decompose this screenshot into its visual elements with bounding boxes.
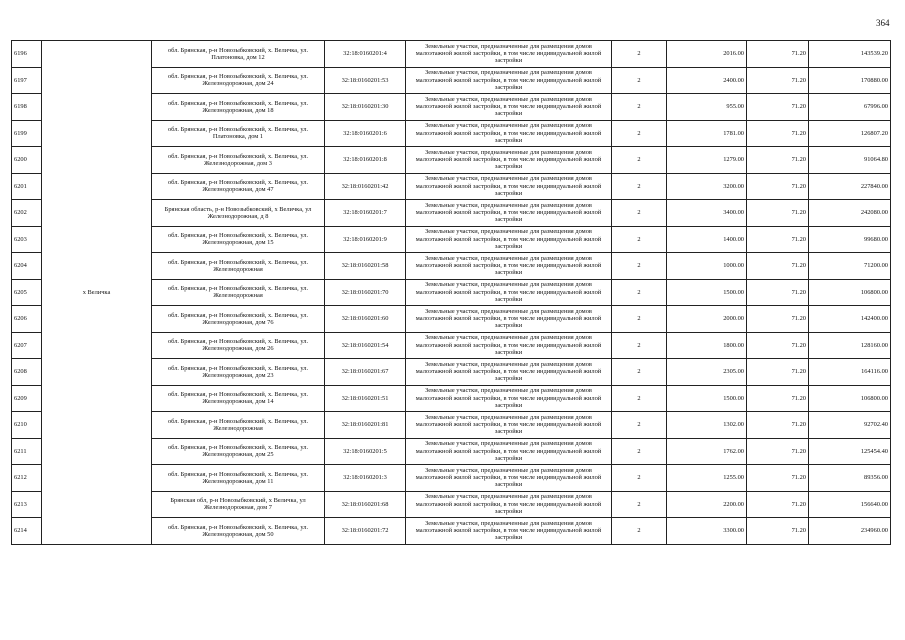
address-cell: обл. Брянская, р-н Новозыбковский, х. Величка, ул. Железнодорожная, дом 25 <box>152 438 325 465</box>
cadastral-value-cell: 143539.20 <box>809 41 891 68</box>
group-cell: 2 <box>612 173 667 200</box>
cadastral-number-cell: 32:18:0160201:9 <box>325 226 406 253</box>
land-category-cell: Земельные участки, предназначенные для размещения домов малоэтажной жилой застройки, в том числе индивидуальной жилой застройки <box>406 94 612 121</box>
address-cell: обл. Брянская, р-н Новозыбковский, х. Величка, ул. Железнодорожная <box>152 412 325 439</box>
land-category-cell: Земельные участки, предназначенные для размещения домов малоэтажной жилой застройки, в том числе индивидуальной жилой застройки <box>406 279 612 306</box>
cadastral-number-cell: 32:18:0160201:81 <box>325 412 406 439</box>
cadastral-rate-cell: 71.20 <box>747 306 809 333</box>
row-number: 6206 <box>12 306 42 333</box>
cadastral-rate-cell: 71.20 <box>747 465 809 492</box>
cadastral-rate-cell: 71.20 <box>747 412 809 439</box>
group-cell: 2 <box>612 491 667 518</box>
cadastral-number-cell: 32:18:0160201:3 <box>325 465 406 492</box>
land-category-cell: Земельные участки, предназначенные для размещения домов малоэтажной жилой застройки, в том числе индивидуальной жилой застройки <box>406 226 612 253</box>
row-number: 6196 <box>12 41 42 68</box>
row-number: 6209 <box>12 385 42 412</box>
cadastral-rate-cell: 71.20 <box>747 518 809 545</box>
address-cell: обл. Брянская, р-н Новозыбковский, х. Величка, ул. Железнодорожная, дом 23 <box>152 359 325 386</box>
land-category-cell: Земельные участки, предназначенные для размещения домов малоэтажной жилой застройки, в том числе индивидуальной жилой застройки <box>406 41 612 68</box>
land-category-cell: Земельные участки, предназначенные для размещения домов малоэтажной жилой застройки, в том числе индивидуальной жилой застройки <box>406 465 612 492</box>
group-cell: 2 <box>612 412 667 439</box>
address-cell: обл. Брянская, р-н Новозыбковский, х. Величка, ул. Железнодорожная, дом 18 <box>152 94 325 121</box>
area-cell: 1500.00 <box>667 279 747 306</box>
address-cell: обл. Брянская, р-н Новозыбковский, х. Величка, ул. Железнодорожная <box>152 253 325 280</box>
cadastral-number-cell: 32:18:0160201:51 <box>325 385 406 412</box>
cadastral-number-cell: 32:18:0160201:72 <box>325 518 406 545</box>
cadastral-value-cell: 67996.00 <box>809 94 891 121</box>
area-cell: 1302.00 <box>667 412 747 439</box>
group-cell: 2 <box>612 359 667 386</box>
cadastral-value-cell: 126807.20 <box>809 120 891 147</box>
cadastral-rate-cell: 71.20 <box>747 279 809 306</box>
cadastral-value-cell: 164116.00 <box>809 359 891 386</box>
land-registry-table <box>11 40 891 545</box>
land-category-cell: Земельные участки, предназначенные для размещения домов малоэтажной жилой застройки, в том числе индивидуальной жилой застройки <box>406 120 612 147</box>
locality-cell: х Величка <box>42 41 152 545</box>
area-cell: 1781.00 <box>667 120 747 147</box>
area-cell: 3300.00 <box>667 518 747 545</box>
cadastral-value-cell: 71200.00 <box>809 253 891 280</box>
cadastral-rate-cell: 71.20 <box>747 147 809 174</box>
group-cell: 2 <box>612 147 667 174</box>
land-category-cell: Земельные участки, предназначенные для размещения домов малоэтажной жилой застройки, в том числе индивидуальной жилой застройки <box>406 412 612 439</box>
address-cell: обл. Брянская, р-н Новозыбковский, х. Величка, ул. Платоновка, дом 1 <box>152 120 325 147</box>
area-cell: 1500.00 <box>667 385 747 412</box>
address-cell: обл. Брянская, р-н Новозыбковский, х. Величка, ул. Железнодорожная <box>152 279 325 306</box>
land-category-cell: Земельные участки, предназначенные для размещения домов малоэтажной жилой застройки, в том числе индивидуальной жилой застройки <box>406 385 612 412</box>
row-number: 6208 <box>12 359 42 386</box>
cadastral-value-cell: 128160.00 <box>809 332 891 359</box>
address-cell: обл. Брянская, р-н Новозыбковский, х. Величка, ул. Платоновка, дом 12 <box>152 41 325 68</box>
cadastral-rate-cell: 71.20 <box>747 173 809 200</box>
row-number: 6202 <box>12 200 42 227</box>
area-cell: 2200.00 <box>667 491 747 518</box>
group-cell: 2 <box>612 67 667 94</box>
cadastral-number-cell: 32:18:0160201:58 <box>325 253 406 280</box>
group-cell: 2 <box>612 279 667 306</box>
group-cell: 2 <box>612 385 667 412</box>
group-cell: 2 <box>612 120 667 147</box>
row-number: 6210 <box>12 412 42 439</box>
address-cell: обл. Брянская, р-н Новозыбковский, х. Величка, ул. Железнодорожная, дом 15 <box>152 226 325 253</box>
group-cell: 2 <box>612 253 667 280</box>
row-number: 6211 <box>12 438 42 465</box>
row-number: 6198 <box>12 94 42 121</box>
cadastral-rate-cell: 71.20 <box>747 67 809 94</box>
cadastral-rate-cell: 71.20 <box>747 359 809 386</box>
cadastral-value-cell: 89356.00 <box>809 465 891 492</box>
cadastral-value-cell: 242080.00 <box>809 200 891 227</box>
cadastral-rate-cell: 71.20 <box>747 120 809 147</box>
cadastral-value-cell: 92702.40 <box>809 412 891 439</box>
address-cell: обл. Брянская, р-н Новозыбковский, х. Величка, ул. Железнодорожная, дом 14 <box>152 385 325 412</box>
row-number: 6199 <box>12 120 42 147</box>
area-cell: 3400.00 <box>667 200 747 227</box>
cadastral-rate-cell: 71.20 <box>747 253 809 280</box>
page-number: 364 <box>876 18 890 28</box>
cadastral-rate-cell: 71.20 <box>747 332 809 359</box>
land-category-cell: Земельные участки, предназначенные для размещения домов малоэтажной жилой застройки, в том числе индивидуальной жилой застройки <box>406 491 612 518</box>
cadastral-number-cell: 32:18:0160201:68 <box>325 491 406 518</box>
area-cell: 1400.00 <box>667 226 747 253</box>
land-category-cell: Земельные участки, предназначенные для размещения домов малоэтажной жилой застройки, в том числе индивидуальной жилой застройки <box>406 253 612 280</box>
land-category-cell: Земельные участки, предназначенные для размещения домов малоэтажной жилой застройки, в том числе индивидуальной жилой застройки <box>406 306 612 333</box>
address-cell: обл. Брянская, р-н Новозыбковский, х. Величка, ул. Железнодорожная, дом 50 <box>152 518 325 545</box>
cadastral-value-cell: 156640.00 <box>809 491 891 518</box>
area-cell: 1000.00 <box>667 253 747 280</box>
address-cell: Брянская обл, р-н Новозыбковский, х Величка, ул Железнодорожная, дом 7 <box>152 491 325 518</box>
address-cell: обл. Брянская, р-н Новозыбковский, х. Величка, ул. Железнодорожная, дом 26 <box>152 332 325 359</box>
group-cell: 2 <box>612 94 667 121</box>
cadastral-value-cell: 170880.00 <box>809 67 891 94</box>
cadastral-number-cell: 32:18:0160201:4 <box>325 41 406 68</box>
area-cell: 2305.00 <box>667 359 747 386</box>
cadastral-value-cell: 99680.00 <box>809 226 891 253</box>
cadastral-number-cell: 32:18:0160201:8 <box>325 147 406 174</box>
area-cell: 955.00 <box>667 94 747 121</box>
address-cell: обл. Брянская, р-н Новозыбковский, х. Величка, ул. Железнодорожная, дом 3 <box>152 147 325 174</box>
land-category-cell: Земельные участки, предназначенные для размещения домов малоэтажной жилой застройки, в том числе индивидуальной жилой застройки <box>406 200 612 227</box>
group-cell: 2 <box>612 200 667 227</box>
land-category-cell: Земельные участки, предназначенные для размещения домов малоэтажной жилой застройки, в том числе индивидуальной жилой застройки <box>406 147 612 174</box>
group-cell: 2 <box>612 518 667 545</box>
cadastral-number-cell: 32:18:0160201:6 <box>325 120 406 147</box>
land-category-cell: Земельные участки, предназначенные для размещения домов малоэтажной жилой застройки, в том числе индивидуальной жилой застройки <box>406 518 612 545</box>
row-number: 6205 <box>12 279 42 306</box>
land-category-cell: Земельные участки, предназначенные для размещения домов малоэтажной жилой застройки, в том числе индивидуальной жилой застройки <box>406 173 612 200</box>
row-number: 6207 <box>12 332 42 359</box>
cadastral-value-cell: 142400.00 <box>809 306 891 333</box>
row-number: 6212 <box>12 465 42 492</box>
cadastral-value-cell: 91064.80 <box>809 147 891 174</box>
table-row <box>12 41 891 68</box>
cadastral-value-cell: 125454.40 <box>809 438 891 465</box>
area-cell: 2016.00 <box>667 41 747 68</box>
row-number: 6197 <box>12 67 42 94</box>
cadastral-number-cell: 32:18:0160201:7 <box>325 200 406 227</box>
group-cell: 2 <box>612 438 667 465</box>
row-number: 6213 <box>12 491 42 518</box>
cadastral-value-cell: 234960.00 <box>809 518 891 545</box>
address-cell: обл. Брянская, р-н Новозыбковский, х. Величка, ул. Железнодорожная, дом 11 <box>152 465 325 492</box>
group-cell: 2 <box>612 332 667 359</box>
cadastral-rate-cell: 71.20 <box>747 491 809 518</box>
land-category-cell: Земельные участки, предназначенные для размещения домов малоэтажной жилой застройки, в том числе индивидуальной жилой застройки <box>406 332 612 359</box>
area-cell: 1279.00 <box>667 147 747 174</box>
row-number: 6203 <box>12 226 42 253</box>
cadastral-number-cell: 32:18:0160201:60 <box>325 306 406 333</box>
cadastral-rate-cell: 71.20 <box>747 94 809 121</box>
cadastral-value-cell: 227840.00 <box>809 173 891 200</box>
cadastral-number-cell: 32:18:0160201:54 <box>325 332 406 359</box>
area-cell: 1800.00 <box>667 332 747 359</box>
row-number: 6201 <box>12 173 42 200</box>
group-cell: 2 <box>612 41 667 68</box>
group-cell: 2 <box>612 226 667 253</box>
cadastral-number-cell: 32:18:0160201:5 <box>325 438 406 465</box>
cadastral-number-cell: 32:18:0160201:53 <box>325 67 406 94</box>
table-body <box>12 41 891 545</box>
address-cell: обл. Брянская, р-н Новозыбковский, х. Величка, ул. Железнодорожная, дом 47 <box>152 173 325 200</box>
cadastral-rate-cell: 71.20 <box>747 200 809 227</box>
cadastral-number-cell: 32:18:0160201:30 <box>325 94 406 121</box>
land-category-cell: Земельные участки, предназначенные для размещения домов малоэтажной жилой застройки, в том числе индивидуальной жилой застройки <box>406 438 612 465</box>
area-cell: 2400.00 <box>667 67 747 94</box>
cadastral-number-cell: 32:18:0160201:42 <box>325 173 406 200</box>
row-number: 6204 <box>12 253 42 280</box>
cadastral-rate-cell: 71.20 <box>747 438 809 465</box>
land-category-cell: Земельные участки, предназначенные для размещения домов малоэтажной жилой застройки, в том числе индивидуальной жилой застройки <box>406 359 612 386</box>
row-number: 6200 <box>12 147 42 174</box>
area-cell: 1762.00 <box>667 438 747 465</box>
group-cell: 2 <box>612 306 667 333</box>
area-cell: 3200.00 <box>667 173 747 200</box>
area-cell: 2000.00 <box>667 306 747 333</box>
address-cell: Брянская область, р-н Новозыбковский, х Величка, ул Железнодорожная, д 8 <box>152 200 325 227</box>
land-category-cell: Земельные участки, предназначенные для размещения домов малоэтажной жилой застройки, в том числе индивидуальной жилой застройки <box>406 67 612 94</box>
cadastral-value-cell: 106800.00 <box>809 385 891 412</box>
address-cell: обл. Брянская, р-н Новозыбковский, х. Величка, ул. Железнодорожная, дом 24 <box>152 67 325 94</box>
row-number: 6214 <box>12 518 42 545</box>
address-cell: обл. Брянская, р-н Новозыбковский, х. Величка, ул. Железнодорожная, дом 76 <box>152 306 325 333</box>
cadastral-rate-cell: 71.20 <box>747 41 809 68</box>
group-cell: 2 <box>612 465 667 492</box>
cadastral-rate-cell: 71.20 <box>747 226 809 253</box>
cadastral-number-cell: 32:18:0160201:67 <box>325 359 406 386</box>
cadastral-rate-cell: 71.20 <box>747 385 809 412</box>
cadastral-value-cell: 106800.00 <box>809 279 891 306</box>
cadastral-number-cell: 32:18:0160201:70 <box>325 279 406 306</box>
area-cell: 1255.00 <box>667 465 747 492</box>
